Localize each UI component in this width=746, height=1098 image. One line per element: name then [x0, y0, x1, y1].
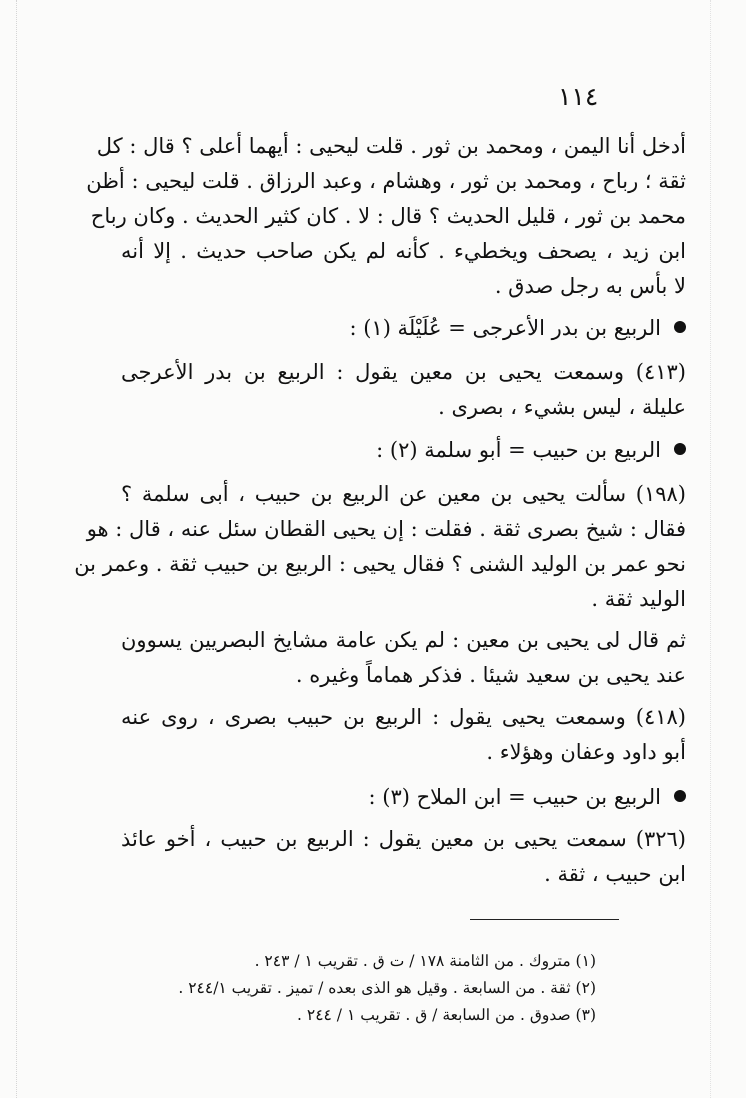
heading-text: الربيع بن حبيب = أبو سلمة (٢) : — [376, 438, 661, 462]
bullet-icon — [674, 321, 686, 333]
heading-text: الربيع بن بدر الأعرجى = عُلَيْلَة (١) : — [349, 316, 661, 340]
text-line: فقال : شيخ بصرى ثقة . فقلت : إن يحيى القطان سئل عنه ، قال : هو — [86, 517, 686, 541]
text-line: (٣٢٦) سمعت يحيى بن معين يقول : الربيع بن حبيب ، أخو عائذ — [121, 827, 686, 851]
text-line: عليلة ، ليس بشيء ، بصرى . — [438, 395, 686, 419]
text-line: نحو عمر بن الوليد الشنى ؟ فقال يحيى : الربيع بن حبيب ثقة . وعمر بن — [74, 552, 686, 576]
footnote-rule — [470, 919, 619, 920]
text-line: الوليد ثقة . — [591, 587, 686, 611]
page-number: ١١٤ — [558, 82, 599, 111]
text-line: ثم قال لى يحيى بن معين : لم يكن عامة مشايخ البصريين يسوون — [121, 628, 686, 652]
text-line: (٤١٨) وسمعت يحيى يقول : الربيع بن حبيب بصرى ، روى عنه — [121, 705, 686, 729]
scan-margin-left — [16, 0, 17, 1098]
bullet-icon — [674, 790, 686, 802]
text-line: أبو داود وعفان وهؤلاء . — [486, 740, 686, 764]
footnote: (٢) ثقة . من السابعة . وقيل هو الذى بعده / تميز . تقريب ٢٤٤/١ . — [178, 979, 596, 997]
text-line: (١٩٨) سألت يحيى بن معين عن الربيع بن حبيب ، أبى سلمة ؟ — [121, 482, 686, 506]
bullet-heading — [121, 316, 686, 341]
text-line: (٤١٣) وسمعت يحيى بن معين يقول : الربيع بن بدر الأعرجى — [121, 360, 686, 384]
text-line: أدخل أنا اليمن ، ومحمد بن ثور . قلت ليحيى : أيهما أعلى ؟ قال : كل — [96, 134, 686, 158]
text-line: ثقة ؛ رباح ، ومحمد بن ثور ، وهشام ، وعبد الرزاق . قلت ليحيى : أظن — [86, 169, 686, 193]
text-line: عند يحيى بن سعيد شيئا . فذكر هماماً وغيره . — [295, 663, 686, 687]
bullet-icon — [674, 443, 686, 455]
footnote: (٣) صدوق . من السابعة / ق . تقريب ١ / ٢٤٤ . — [297, 1006, 596, 1024]
text-line: ابن حبيب ، ثقة . — [544, 862, 686, 886]
text-line: لا بأس به رجل صدق . — [494, 274, 686, 298]
scan-margin-right — [710, 0, 711, 1098]
bullet-heading — [121, 785, 686, 810]
text-line: محمد بن ثور ، قليل الحديث ؟ قال : لا . كان كثير الحديث . وكان رباح — [90, 204, 686, 228]
heading-text: الربيع بن حبيب = ابن الملاح (٣) : — [368, 785, 661, 809]
text-line: ابن زيد ، يصحف ويخطيء . كأنه لم يكن صاحب حديث . إلا أنه — [121, 239, 686, 263]
bullet-heading — [121, 438, 686, 463]
footnote: (١) متروك . من الثامنة ١٧٨ / ت ق . تقريب ١ / ٢٤٣ . — [254, 952, 596, 970]
